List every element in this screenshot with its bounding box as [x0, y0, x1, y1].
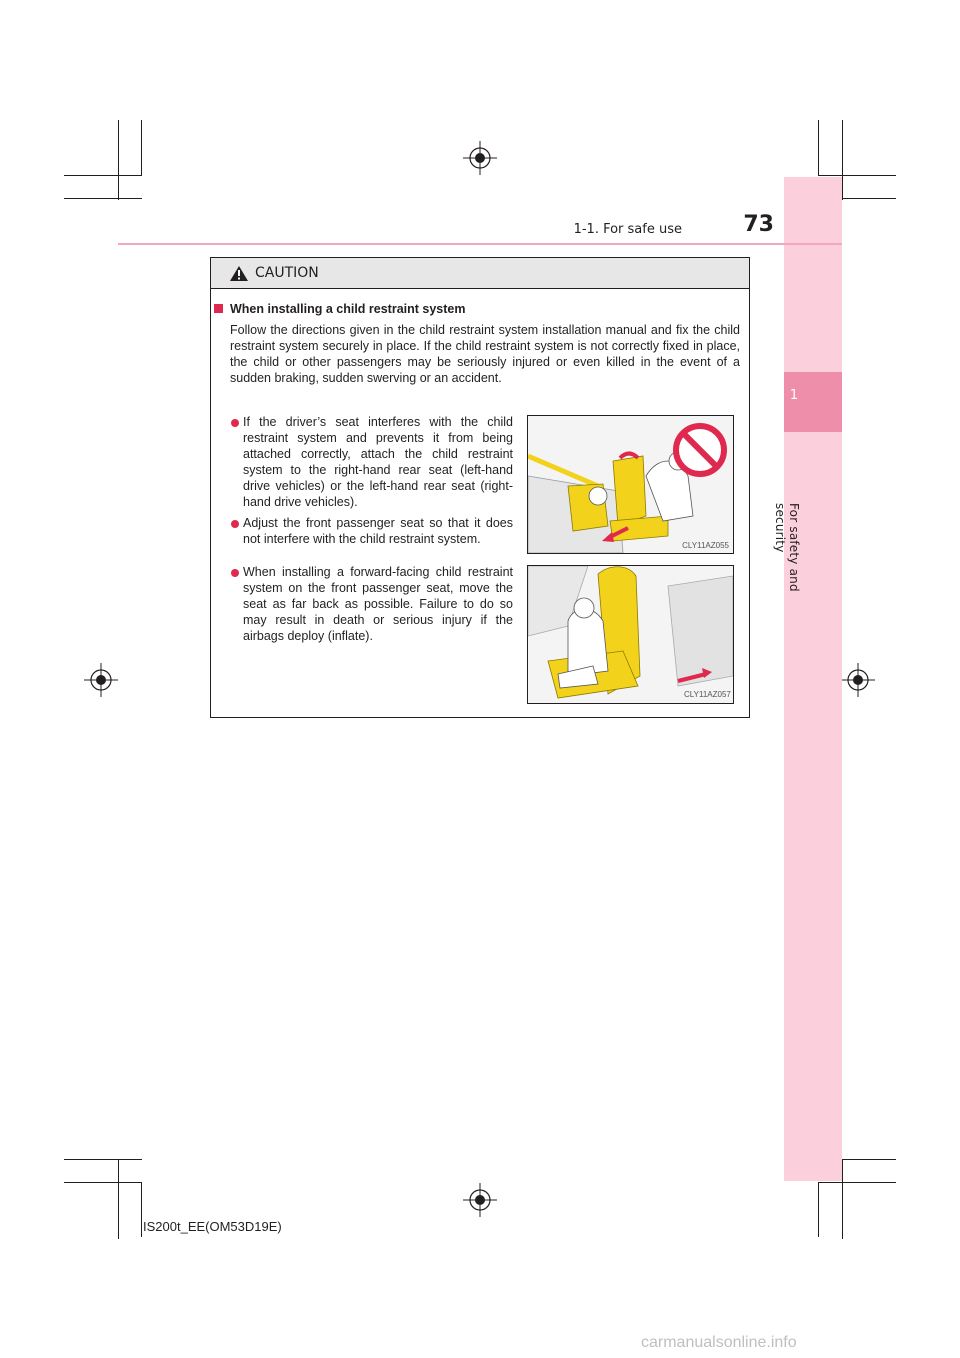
crop-mark [141, 1182, 142, 1237]
illustration-code: CLY11AZ057 [684, 690, 731, 699]
bullet-text: If the driver’s seat interferes with the child restraint system and prevents it from being attached correctly, attach the child restraint system to the right-hand rear seat (left-hand drive vehicles) or the left-hand rear seat (right-hand drive vehicles). [243, 415, 513, 509]
document-id: IS200t_EE(OM53D19E) [143, 1219, 282, 1234]
crop-mark [818, 1182, 819, 1237]
bullet-text: When installing a forward-facing child restraint system on the front passenger seat, move the seat as far back as possible. Failure to do so may result in death or serious injury if the airbags deploy (inflate). [243, 565, 513, 643]
crop-mark [818, 1182, 896, 1183]
seat-interference-drawing [528, 416, 733, 553]
forward-facing-seat-drawing [528, 566, 733, 703]
crop-mark [842, 120, 843, 200]
illustration-code: CLY11AZ055 [682, 541, 729, 550]
crop-mark [141, 120, 142, 175]
warning-triangle-icon [229, 265, 249, 282]
crop-mark [64, 1159, 142, 1160]
page-number: 73 [743, 212, 774, 237]
chapter-number: 1 [789, 388, 799, 403]
caution-header [211, 258, 749, 289]
header-rule [118, 243, 842, 245]
registration-mark-icon [463, 1183, 497, 1217]
bullet-text: Adjust the front passenger seat so that it does not interfere with the child restraint system. [243, 516, 513, 546]
watermark[interactable]: carmanualsonline.info [641, 1334, 797, 1351]
caution-heading: When installing a child restraint system [230, 302, 466, 316]
registration-mark-icon [841, 663, 875, 697]
illustration-forward-facing-seat [527, 565, 734, 704]
crop-mark [818, 120, 819, 175]
registration-mark-icon [463, 141, 497, 175]
illustration-driver-seat-interference [527, 415, 734, 554]
crop-mark [64, 198, 142, 199]
crop-mark [818, 175, 896, 176]
chapter-title: For safety and security [773, 503, 801, 592]
heading-square-icon [214, 304, 223, 313]
section-title: 1-1. For safe use [573, 222, 682, 237]
bullet-dot-icon [231, 419, 239, 427]
crop-mark [64, 175, 142, 176]
bullet-dot-icon [231, 569, 239, 577]
chapter-side-band [784, 177, 842, 1181]
crop-mark [118, 1159, 119, 1239]
crop-mark [842, 1159, 843, 1239]
caution-paragraph: Follow the directions given in the child restraint system installation manual and fix the child restraint system securely in place. If the child restraint system is not correctly fixed in place, the child or other passengers may be seriously injured or even killed in the event of a sudden braking, sudden swerving or an accident. [230, 323, 740, 385]
caution-title: CAUTION [255, 265, 319, 281]
crop-mark [64, 1182, 142, 1183]
bullet-dot-icon [231, 520, 239, 528]
registration-mark-icon [84, 663, 118, 697]
crop-mark [118, 120, 119, 200]
